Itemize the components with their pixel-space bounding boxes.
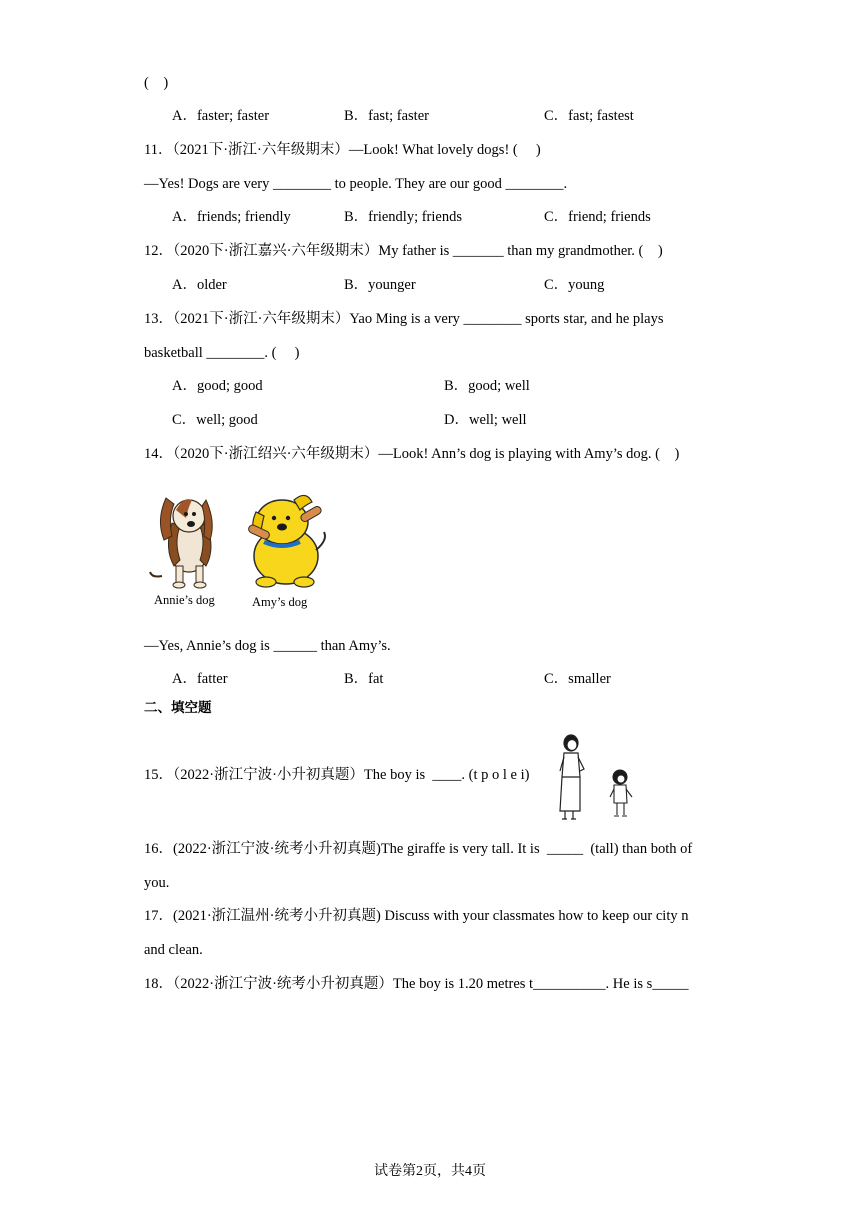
q13-option-b: B．good; well — [444, 378, 530, 394]
q11-stem: 11．（2021下·浙江·六年级期末）—Look! What lovely dogs! ( ) — [144, 142, 541, 158]
q16-stem-line2: you. — [144, 875, 170, 891]
q13-option-a: A．good; good — [172, 378, 263, 394]
section-heading-fill-in: 二、填空题 — [144, 700, 212, 716]
q14-option-b: B．fat — [344, 671, 384, 687]
q16-stem: 16．(2022·浙江宁波·统考小升初真题)The giraffe is very tall. It is _____ (tall) than both of — [144, 841, 693, 857]
q11-option-a: A．friends; friendly — [172, 209, 291, 225]
q12-stem: 12．（2020下·浙江嘉兴·六年级期末）My father is _______ than my grandmother. ( ) — [144, 243, 663, 259]
q11-stem-line2: —Yes! Dogs are very ________ to people. They are our good ________. — [144, 176, 568, 192]
q13-option-c: C．well; good — [172, 412, 258, 428]
q10-option-b: B．fast; faster — [344, 108, 429, 124]
q18-stem: 18．（2022·浙江宁波·统考小升初真题）The boy is 1.20 metres t__________. He is s_____ — [144, 976, 689, 992]
q11-option-c: C．friend; friends — [544, 209, 651, 225]
caption-annies-dog: Annie’s dog — [154, 593, 215, 607]
q10-option-c: C．fast; fastest — [544, 108, 634, 124]
q15-stem: 15．（2022·浙江宁波·小升初真题）The boy is ____. (t p o l e i) — [144, 767, 530, 783]
q14-option-c: C．smaller — [544, 671, 611, 687]
q14-stem-line2: —Yes, Annie’s dog is ______ than Amy’s. — [144, 638, 391, 654]
beagle-dog-image — [150, 498, 212, 588]
q10-option-a: A．faster; faster — [172, 108, 270, 124]
tall-woman-figure — [560, 735, 584, 819]
yellow-dog-image — [247, 495, 325, 587]
q12-option-a: A．older — [172, 277, 227, 293]
q13-stem-line2: basketball ________. ( ) — [144, 345, 300, 361]
q14-option-a: A．fatter — [172, 671, 228, 687]
q12-option-b: B．younger — [344, 277, 416, 293]
q10-answer-blank: ( ) — [144, 75, 169, 91]
q14-stem: 14．（2020下·浙江绍兴·六年级期末）—Look! Ann’s dog is playing with Amy’s dog. ( ) — [144, 446, 680, 462]
caption-amys-dog: Amy’s dog — [252, 595, 308, 609]
q13-option-d: D．well; well — [444, 412, 527, 428]
q13-stem: 13．（2021下·浙江·六年级期末）Yao Ming is a very ________ sports star, and he plays — [144, 311, 664, 327]
short-boy-figure — [610, 770, 632, 816]
q11-option-b: B．friendly; friends — [344, 209, 462, 225]
q17-stem: 17．(2021·浙江温州·统考小升初真题) Discuss with your classmates how to keep our city n — [144, 908, 689, 924]
q17-stem-line2: and clean. — [144, 942, 203, 958]
woman-and-boy-image — [552, 731, 642, 823]
q12-option-c: C．young — [544, 277, 605, 293]
page-footer: 试卷第2页，共4页 — [374, 1164, 486, 1179]
